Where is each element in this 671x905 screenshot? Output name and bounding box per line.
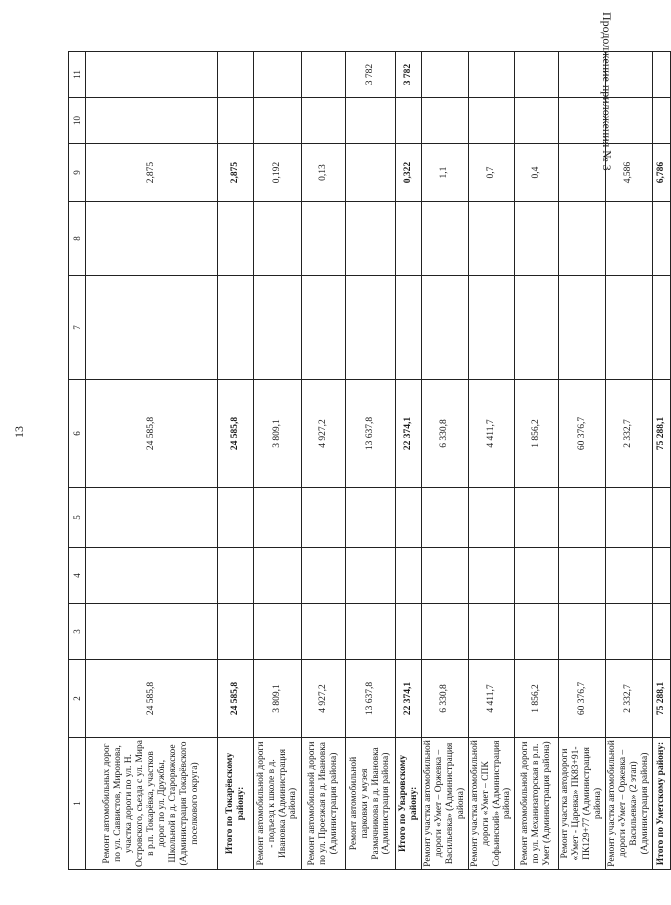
column-header: 7 bbox=[69, 276, 86, 380]
value-cell-col-9: 0,13 bbox=[302, 144, 346, 202]
value-cell-col-11 bbox=[559, 52, 606, 98]
value-cell-col-6: 22 374,1 bbox=[396, 380, 422, 488]
value-cell-col-3 bbox=[396, 604, 422, 660]
value-cell-col-6: 3 809,1 bbox=[254, 380, 302, 488]
value-cell-col-2: 24 585,8 bbox=[218, 660, 254, 738]
value-cell-col-4 bbox=[652, 548, 670, 604]
table-row bbox=[254, 52, 302, 870]
table-row bbox=[515, 52, 559, 870]
road-name-cell: Итого по Токарёвскому району: bbox=[218, 738, 254, 870]
value-cell-col-10 bbox=[468, 98, 515, 144]
value-cell-col-7 bbox=[86, 276, 218, 380]
value-cell-col-2: 1 856,2 bbox=[515, 660, 559, 738]
value-cell-col-4 bbox=[422, 548, 469, 604]
value-cell-col-10 bbox=[86, 98, 218, 144]
value-cell-col-6: 6 330,8 bbox=[422, 380, 469, 488]
value-cell-col-8 bbox=[559, 202, 606, 276]
value-cell-col-10 bbox=[559, 98, 606, 144]
value-cell-col-7 bbox=[422, 276, 469, 380]
page-number: 13 bbox=[12, 426, 26, 438]
table-row bbox=[302, 52, 346, 870]
value-cell-col-3 bbox=[606, 604, 653, 660]
value-cell-col-9: 6,786 bbox=[652, 144, 670, 202]
value-cell-col-4 bbox=[515, 548, 559, 604]
value-cell-col-2: 75 288,1 bbox=[652, 660, 670, 738]
road-name-cell: Итого по Уваровскому району: bbox=[396, 738, 422, 870]
value-cell-col-10 bbox=[652, 98, 670, 144]
road-repair-table bbox=[68, 51, 671, 870]
value-cell-col-2: 24 585,8 bbox=[86, 660, 218, 738]
column-header: 6 bbox=[69, 380, 86, 488]
value-cell-col-9: 0,7 bbox=[468, 144, 515, 202]
value-cell-col-3 bbox=[468, 604, 515, 660]
value-cell-col-3 bbox=[652, 604, 670, 660]
road-name-cell: Ремонт участка автомобильной дороги «Умет – СПК Софьинский» (Администрация района) bbox=[468, 738, 515, 870]
column-header: 2 bbox=[69, 660, 86, 738]
value-cell-col-9: 0,192 bbox=[254, 144, 302, 202]
value-cell-col-4 bbox=[346, 548, 396, 604]
value-cell-col-3 bbox=[346, 604, 396, 660]
value-cell-col-7 bbox=[559, 276, 606, 380]
value-cell-col-2: 6 330,8 bbox=[422, 660, 469, 738]
column-header: 3 bbox=[69, 604, 86, 660]
value-cell-col-11 bbox=[218, 52, 254, 98]
value-cell-col-5 bbox=[606, 488, 653, 548]
column-header: 10 bbox=[69, 98, 86, 144]
value-cell-col-2: 22 374,1 bbox=[396, 660, 422, 738]
value-cell-col-7 bbox=[302, 276, 346, 380]
table-body bbox=[86, 52, 671, 870]
value-cell-col-4 bbox=[396, 548, 422, 604]
value-cell-col-6: 13 637,8 bbox=[346, 380, 396, 488]
value-cell-col-9: 0,322 bbox=[396, 144, 422, 202]
value-cell-col-9: 2,875 bbox=[218, 144, 254, 202]
value-cell-col-3 bbox=[559, 604, 606, 660]
value-cell-col-7 bbox=[652, 276, 670, 380]
value-cell-col-9: 0,4 bbox=[515, 144, 559, 202]
value-cell-col-3 bbox=[515, 604, 559, 660]
value-cell-col-10 bbox=[396, 98, 422, 144]
value-cell-col-8 bbox=[422, 202, 469, 276]
table-total-row bbox=[652, 52, 670, 870]
table-total-row bbox=[396, 52, 422, 870]
road-name-cell: Ремонт автомобильной дороги - подъезд к школе в д. Ивановка (Администрация района) bbox=[254, 738, 302, 870]
table-row bbox=[559, 52, 606, 870]
value-cell-col-6: 1 856,2 bbox=[515, 380, 559, 488]
value-cell-col-3 bbox=[302, 604, 346, 660]
value-cell-col-9: 4,586 bbox=[606, 144, 653, 202]
value-cell-col-6: 4 411,7 bbox=[468, 380, 515, 488]
value-cell-col-11 bbox=[254, 52, 302, 98]
value-cell-col-10 bbox=[346, 98, 396, 144]
road-name-cell: Ремонт автомобильных дорог по ул. Саввистов, Миронова, участка дороги по ул. Н. Островского, съезда с ул. Мира в р.п. Токарёвка, участков дорог по ул. Дружбы, Школьной в д. Староряжское (Администрация Токарёвского поселкового округа) bbox=[86, 738, 218, 870]
value-cell-col-3 bbox=[254, 604, 302, 660]
value-cell-col-4 bbox=[218, 548, 254, 604]
value-cell-col-3 bbox=[86, 604, 218, 660]
value-cell-col-9 bbox=[346, 144, 396, 202]
value-cell-col-10 bbox=[302, 98, 346, 144]
value-cell-col-4 bbox=[254, 548, 302, 604]
value-cell-col-10 bbox=[254, 98, 302, 144]
value-cell-col-6: 60 376,7 bbox=[559, 380, 606, 488]
value-cell-col-6: 24 585,8 bbox=[218, 380, 254, 488]
column-header: 9 bbox=[69, 144, 86, 202]
value-cell-col-11 bbox=[86, 52, 218, 98]
column-header: 8 bbox=[69, 202, 86, 276]
column-header: 11 bbox=[69, 52, 86, 98]
value-cell-col-5 bbox=[86, 488, 218, 548]
value-cell-col-5 bbox=[422, 488, 469, 548]
table-row bbox=[86, 52, 218, 870]
value-cell-col-5 bbox=[396, 488, 422, 548]
value-cell-col-7 bbox=[254, 276, 302, 380]
value-cell-col-4 bbox=[86, 548, 218, 604]
value-cell-col-6: 4 927,2 bbox=[302, 380, 346, 488]
road-name-cell: Ремонт автомобильной дороги по ул. Механизаторская в р.п. Умет (Администрация района) bbox=[515, 738, 559, 870]
value-cell-col-4 bbox=[468, 548, 515, 604]
header-row bbox=[69, 52, 86, 870]
value-cell-col-11 bbox=[652, 52, 670, 98]
value-cell-col-11 bbox=[422, 52, 469, 98]
value-cell-col-7 bbox=[606, 276, 653, 380]
road-name-cell: Итого по Уметскому району: bbox=[652, 738, 670, 870]
value-cell-col-11: 3 782 bbox=[396, 52, 422, 98]
table-row bbox=[606, 52, 653, 870]
value-cell-col-10 bbox=[422, 98, 469, 144]
value-cell-col-5 bbox=[254, 488, 302, 548]
value-cell-col-10 bbox=[606, 98, 653, 144]
column-header: 1 bbox=[69, 738, 86, 870]
value-cell-col-10 bbox=[515, 98, 559, 144]
value-cell-col-5 bbox=[302, 488, 346, 548]
value-cell-col-11 bbox=[606, 52, 653, 98]
value-cell-col-4 bbox=[302, 548, 346, 604]
value-cell-col-9: 2,875 bbox=[86, 144, 218, 202]
appendix-continuation-note: Продолжение приложения № 3 bbox=[600, 12, 614, 171]
value-cell-col-3 bbox=[218, 604, 254, 660]
value-cell-col-7 bbox=[468, 276, 515, 380]
value-cell-col-8 bbox=[396, 202, 422, 276]
road-name-cell: Ремонт автомобильной парковки у музея Размачникова в д. Ивановка (Администрация района) bbox=[346, 738, 396, 870]
value-cell-col-11 bbox=[468, 52, 515, 98]
value-cell-col-2: 3 809,1 bbox=[254, 660, 302, 738]
value-cell-col-4 bbox=[606, 548, 653, 604]
table-row bbox=[346, 52, 396, 870]
value-cell-col-2: 2 332,7 bbox=[606, 660, 653, 738]
value-cell-col-8 bbox=[254, 202, 302, 276]
value-cell-col-10 bbox=[218, 98, 254, 144]
road-name-cell: Ремонт автомобильной дороги по ул. Проезжая в д. Ивановка (Администрация района) bbox=[302, 738, 346, 870]
value-cell-col-5 bbox=[515, 488, 559, 548]
value-cell-col-8 bbox=[606, 202, 653, 276]
value-cell-col-5 bbox=[346, 488, 396, 548]
value-cell-col-5 bbox=[652, 488, 670, 548]
road-name-cell: Ремонт участка автодороги «Умет - Царевка» ПК83+91-ПК129+77 (Администрация района) bbox=[559, 738, 606, 870]
value-cell-col-5 bbox=[468, 488, 515, 548]
value-cell-col-2: 60 376,7 bbox=[559, 660, 606, 738]
value-cell-col-9 bbox=[559, 144, 606, 202]
column-header: 5 bbox=[69, 488, 86, 548]
value-cell-col-7 bbox=[515, 276, 559, 380]
value-cell-col-11 bbox=[515, 52, 559, 98]
value-cell-col-7 bbox=[346, 276, 396, 380]
value-cell-col-2: 4 411,7 bbox=[468, 660, 515, 738]
road-name-cell: Ремонт участка автомобильной дороги «Умет – Оржевка – Васильевка» (2 этап) (Администрация района) bbox=[606, 738, 653, 870]
table-row bbox=[422, 52, 469, 870]
value-cell-col-11 bbox=[302, 52, 346, 98]
table-row bbox=[468, 52, 515, 870]
value-cell-col-9: 1,1 bbox=[422, 144, 469, 202]
value-cell-col-8 bbox=[515, 202, 559, 276]
value-cell-col-8 bbox=[346, 202, 396, 276]
value-cell-col-8 bbox=[468, 202, 515, 276]
value-cell-col-4 bbox=[559, 548, 606, 604]
value-cell-col-7 bbox=[396, 276, 422, 380]
value-cell-col-6: 24 585,8 bbox=[86, 380, 218, 488]
value-cell-col-5 bbox=[218, 488, 254, 548]
table-total-row bbox=[218, 52, 254, 870]
value-cell-col-8 bbox=[302, 202, 346, 276]
value-cell-col-8 bbox=[652, 202, 670, 276]
value-cell-col-3 bbox=[422, 604, 469, 660]
value-cell-col-5 bbox=[559, 488, 606, 548]
column-header: 4 bbox=[69, 548, 86, 604]
road-name-cell: Ремонт участка автомобильной дороги «Умет – Оржевка – Васильевка» (Администрация района) bbox=[422, 738, 469, 870]
value-cell-col-11: 3 782 bbox=[346, 52, 396, 98]
value-cell-col-2: 4 927,2 bbox=[302, 660, 346, 738]
value-cell-col-7 bbox=[218, 276, 254, 380]
value-cell-col-6: 2 332,7 bbox=[606, 380, 653, 488]
value-cell-col-8 bbox=[218, 202, 254, 276]
value-cell-col-6: 75 288,1 bbox=[652, 380, 670, 488]
value-cell-col-8 bbox=[86, 202, 218, 276]
value-cell-col-2: 13 637,8 bbox=[346, 660, 396, 738]
